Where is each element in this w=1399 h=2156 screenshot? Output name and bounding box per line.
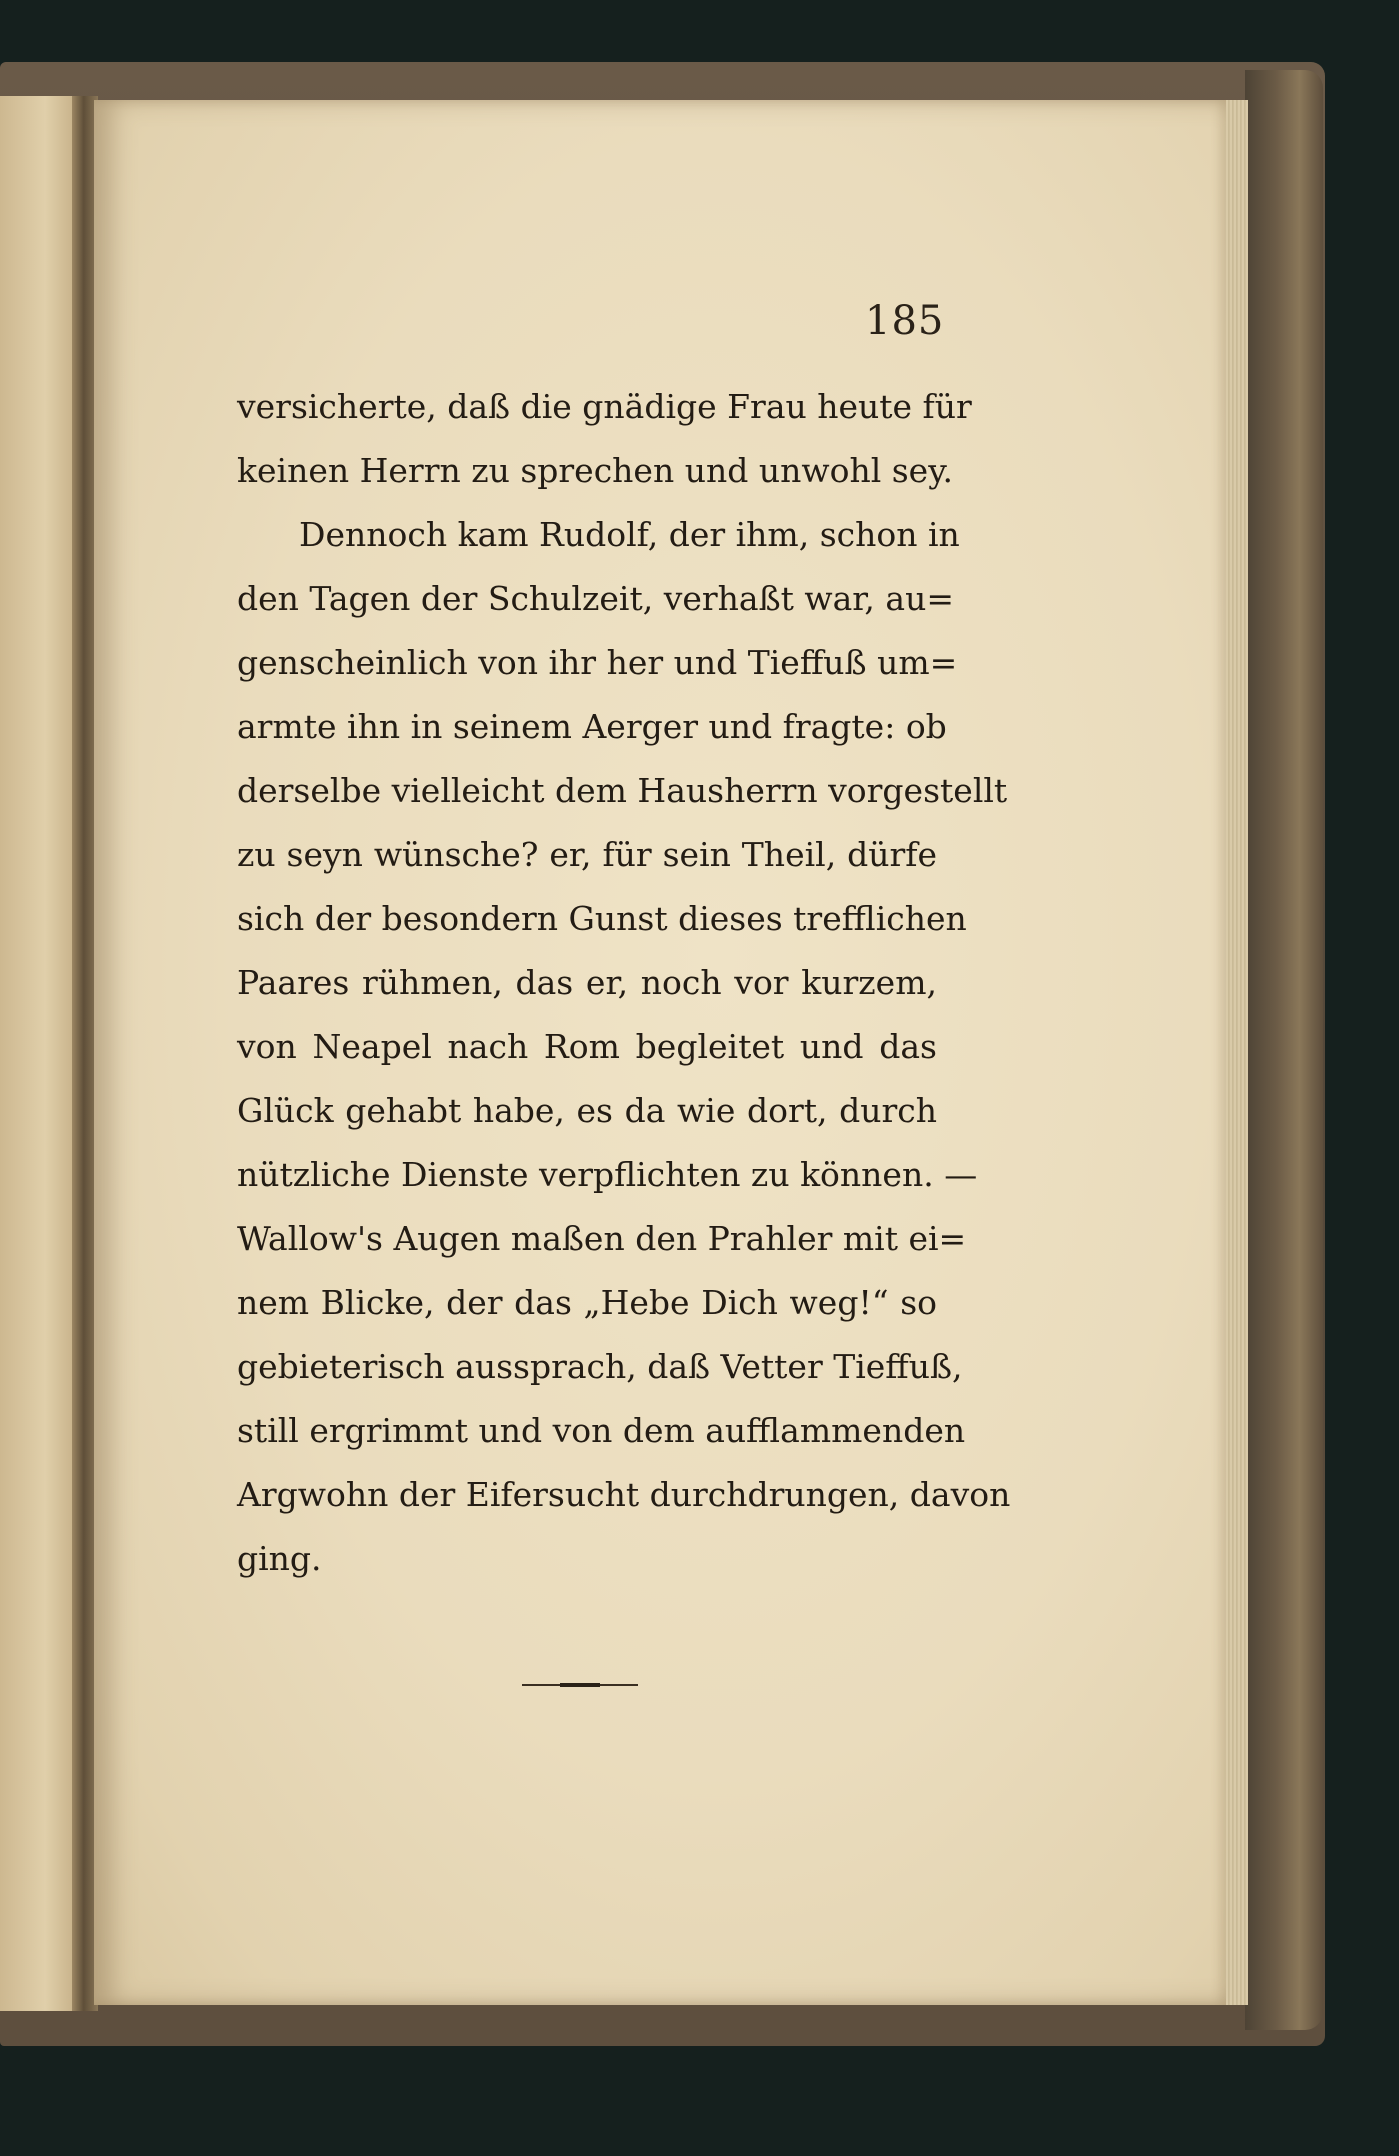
text-line: derselbe vielleicht dem Hausherrn vorgestellt [237,771,1008,810]
text-line: von Neapel nach Rom begleitet und das [237,1027,937,1066]
text-line: Argwohn der Eifersucht durchdrungen, davon [237,1475,1011,1514]
text-line: nützliche Dienste verpflichten zu können. — [237,1155,978,1194]
page-number: 185 [865,298,945,344]
left-page-edge [0,96,82,2011]
cover-edge [1245,70,1323,2030]
text-line: genscheinlich von ihr her und Tieffuß um= [237,643,958,682]
text-line: zu seyn wünsche? er, für sein Theil, dürfe [237,835,937,874]
text-line: Dennoch kam Rudolf, der ihm, schon in [299,515,960,554]
text-line: Wallow's Augen maßen den Prahler mit ei= [237,1219,967,1258]
text-line: keinen Herrn zu sprechen und unwohl sey. [237,451,953,490]
text-line: Glück gehabt habe, es da wie dort, durch [237,1091,937,1130]
end-ornament [520,1680,640,1690]
text-line: versicherte, daß die gnädige Frau heute für [237,387,972,426]
text-line: nem Blicke, der das „Hebe Dich weg!“ so [237,1283,937,1322]
text-line: armte ihn in seinem Aerger und fragte: ob [237,707,947,746]
text-line: Paares rühmen, das er, noch vor kurzem, [237,963,937,1002]
page-text [237,375,1011,1591]
text-line: gebieterisch aussprach, daß Vetter Tieffuß, [237,1347,963,1386]
text-line: den Tagen der Schulzeit, verhaßt war, au= [237,579,954,618]
text-line: ging. [237,1539,322,1578]
text-line: sich der besondern Gunst dieses trefflichen [237,899,967,938]
text-line: still ergrimmt und von dem aufflammenden [237,1411,966,1450]
